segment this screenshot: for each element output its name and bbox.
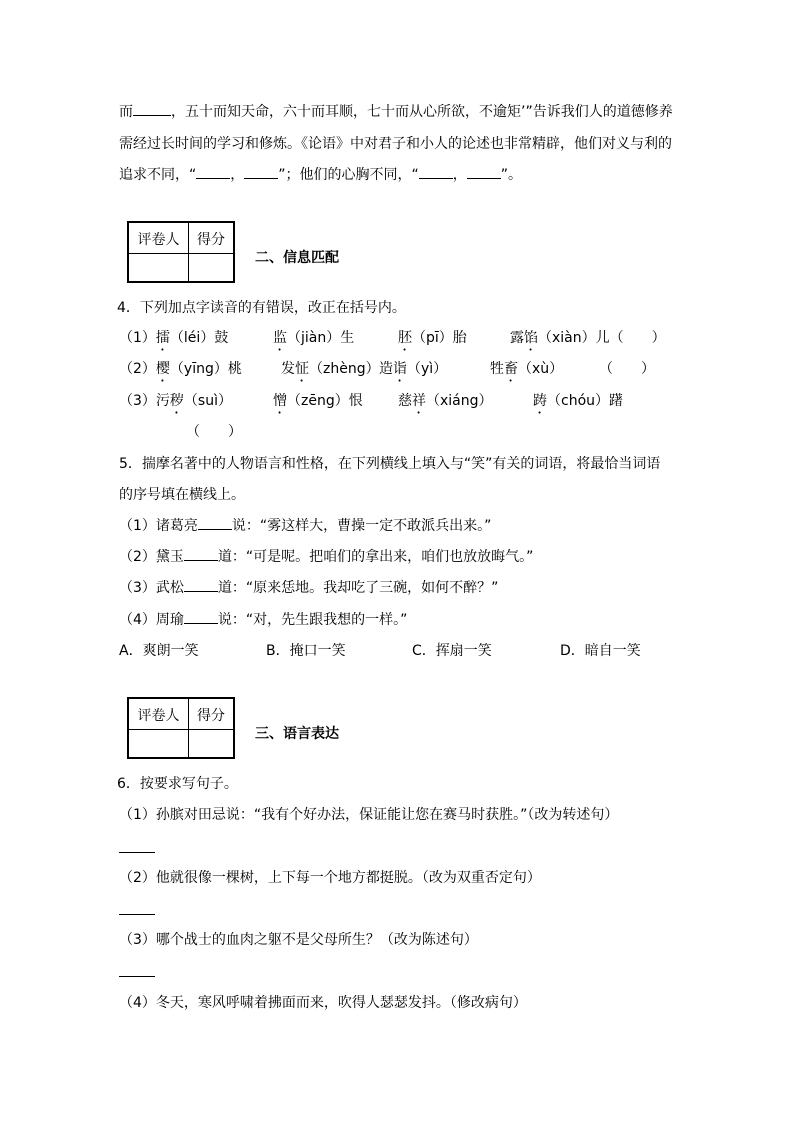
q6-sentence-3: （3）哪个战士的血肉之躯不是父母所生？（改为陈述句）: [119, 932, 478, 948]
intro-line-3: [119, 165, 522, 185]
intro-line-1: [119, 102, 673, 122]
question-stem: 4．下列加点字读音的有错误，改正在括号内。: [117, 300, 406, 316]
q4-row-2-paren: （ ）: [599, 361, 655, 377]
q4-row-1-item-3: 胚（pī）胎: [398, 330, 467, 346]
intro-text: ”。: [500, 167, 523, 183]
blank-line: [244, 177, 278, 179]
question-stem-cont: 的序号填在横线上。: [119, 487, 245, 503]
answer-line: [119, 914, 155, 915]
blank-line: [198, 528, 232, 530]
q6-sentence-1: （1）孙膑对田忌说：“我有个好办法，保证能让您在赛马时获胜。”（改为转述句）: [119, 807, 619, 823]
q6-sentence-4: （4）冬天，寒风呼啸着拂面而来，吹得人瑟瑟发抖。（修改病句）: [119, 995, 527, 1011]
q4-row-3-item-3: 慈祥（xiáng）: [398, 393, 493, 409]
option-c: C．挥扇一笑: [412, 643, 492, 659]
grader-header: 评卷人: [137, 232, 180, 248]
option-b: B．掩口一笑: [266, 643, 346, 659]
score-header: 得分: [197, 232, 225, 248]
intro-text: 需经过长时间的学习和修炼。《论语》中对君子和小人的论述也非常精辟，他们对义与利的: [119, 136, 672, 152]
q4-row-1: （1）擂（léi）鼓: [119, 330, 229, 346]
blank-line: [419, 177, 453, 179]
intro-text: ”；他们的心胸不同，“: [278, 167, 419, 183]
score-table: [127, 697, 235, 759]
q4-row-3-item-4: 踌（chóu）躇: [533, 393, 624, 409]
q4-row-2: （2）樱（yīng）桃: [119, 361, 242, 377]
option-a: A．爽朗一笑: [119, 643, 199, 659]
q4-row-2-item-2: 发怔（zhèng）: [281, 361, 380, 377]
q5-item-2: （2）黛玉 道：“可是呢。把咱们的拿出来，咱们也放放晦气。”: [119, 549, 534, 565]
blank-line: [184, 622, 218, 624]
q4-row-1-item-2: 监（jiàn）生: [273, 330, 355, 346]
question-stem: 6．按要求写句子。: [117, 776, 238, 792]
q4-row-3: （3）污秽（suì）: [119, 393, 232, 409]
intro-text: 追求不同，“: [119, 167, 197, 183]
blank-line: [184, 559, 218, 561]
q5-item-3: （3）武松 道：“原来恁地。我却吃了三碗，如何不醉？”: [119, 580, 499, 596]
intro-text: ，: [452, 167, 467, 183]
q5-item-1: （1）诸葛亮 说：“雾这样大，曹操一定不敢派兵出来。”: [119, 518, 492, 534]
blank-line: [184, 590, 218, 592]
q5-item-4: （4）周瑜 说：“对，先生跟我想的一样。”: [119, 612, 408, 628]
grader-header: 评卷人: [137, 708, 180, 724]
section-title: 二、信息匹配: [255, 250, 339, 266]
score-table: [127, 221, 235, 283]
q6-sentence-2: （2）他就很像一棵树，上下每一个地方都挺脱。（改为双重否定句）: [119, 870, 541, 886]
score-header: 得分: [197, 708, 225, 724]
blank-line: [467, 177, 501, 179]
answer-line: [119, 852, 155, 853]
q4-row-2-item-3: 造诣（yì）: [379, 361, 448, 377]
intro-text: ，: [230, 167, 245, 183]
q4-row-3-paren: （ ）: [186, 424, 242, 440]
intro-text: ，五十而知天命，六十而耳顺，七十而从心所欲，不逾矩’”告诉我们人的道德修养: [171, 104, 673, 120]
q4-row-2-item-4: 牲畜（xù）: [490, 361, 564, 377]
blank-line: [196, 177, 230, 179]
intro-text: 而: [119, 104, 133, 120]
answer-line: [119, 976, 155, 977]
intro-line-2: [119, 134, 672, 154]
q4-row-3-item-2: 憎（zēng）恨: [273, 393, 363, 409]
blank-line: [133, 114, 171, 116]
section-title: 三、语言表达: [255, 726, 339, 742]
option-d: D．暗自一笑: [560, 643, 641, 659]
question-stem: 5．揣摩名著中的人物语言和性格，在下列横线上填入与“笑”有关的词语，将最恰当词语: [119, 456, 661, 472]
q4-row-1-item-4: 露馅（xiàn）儿（ ）: [510, 330, 666, 346]
